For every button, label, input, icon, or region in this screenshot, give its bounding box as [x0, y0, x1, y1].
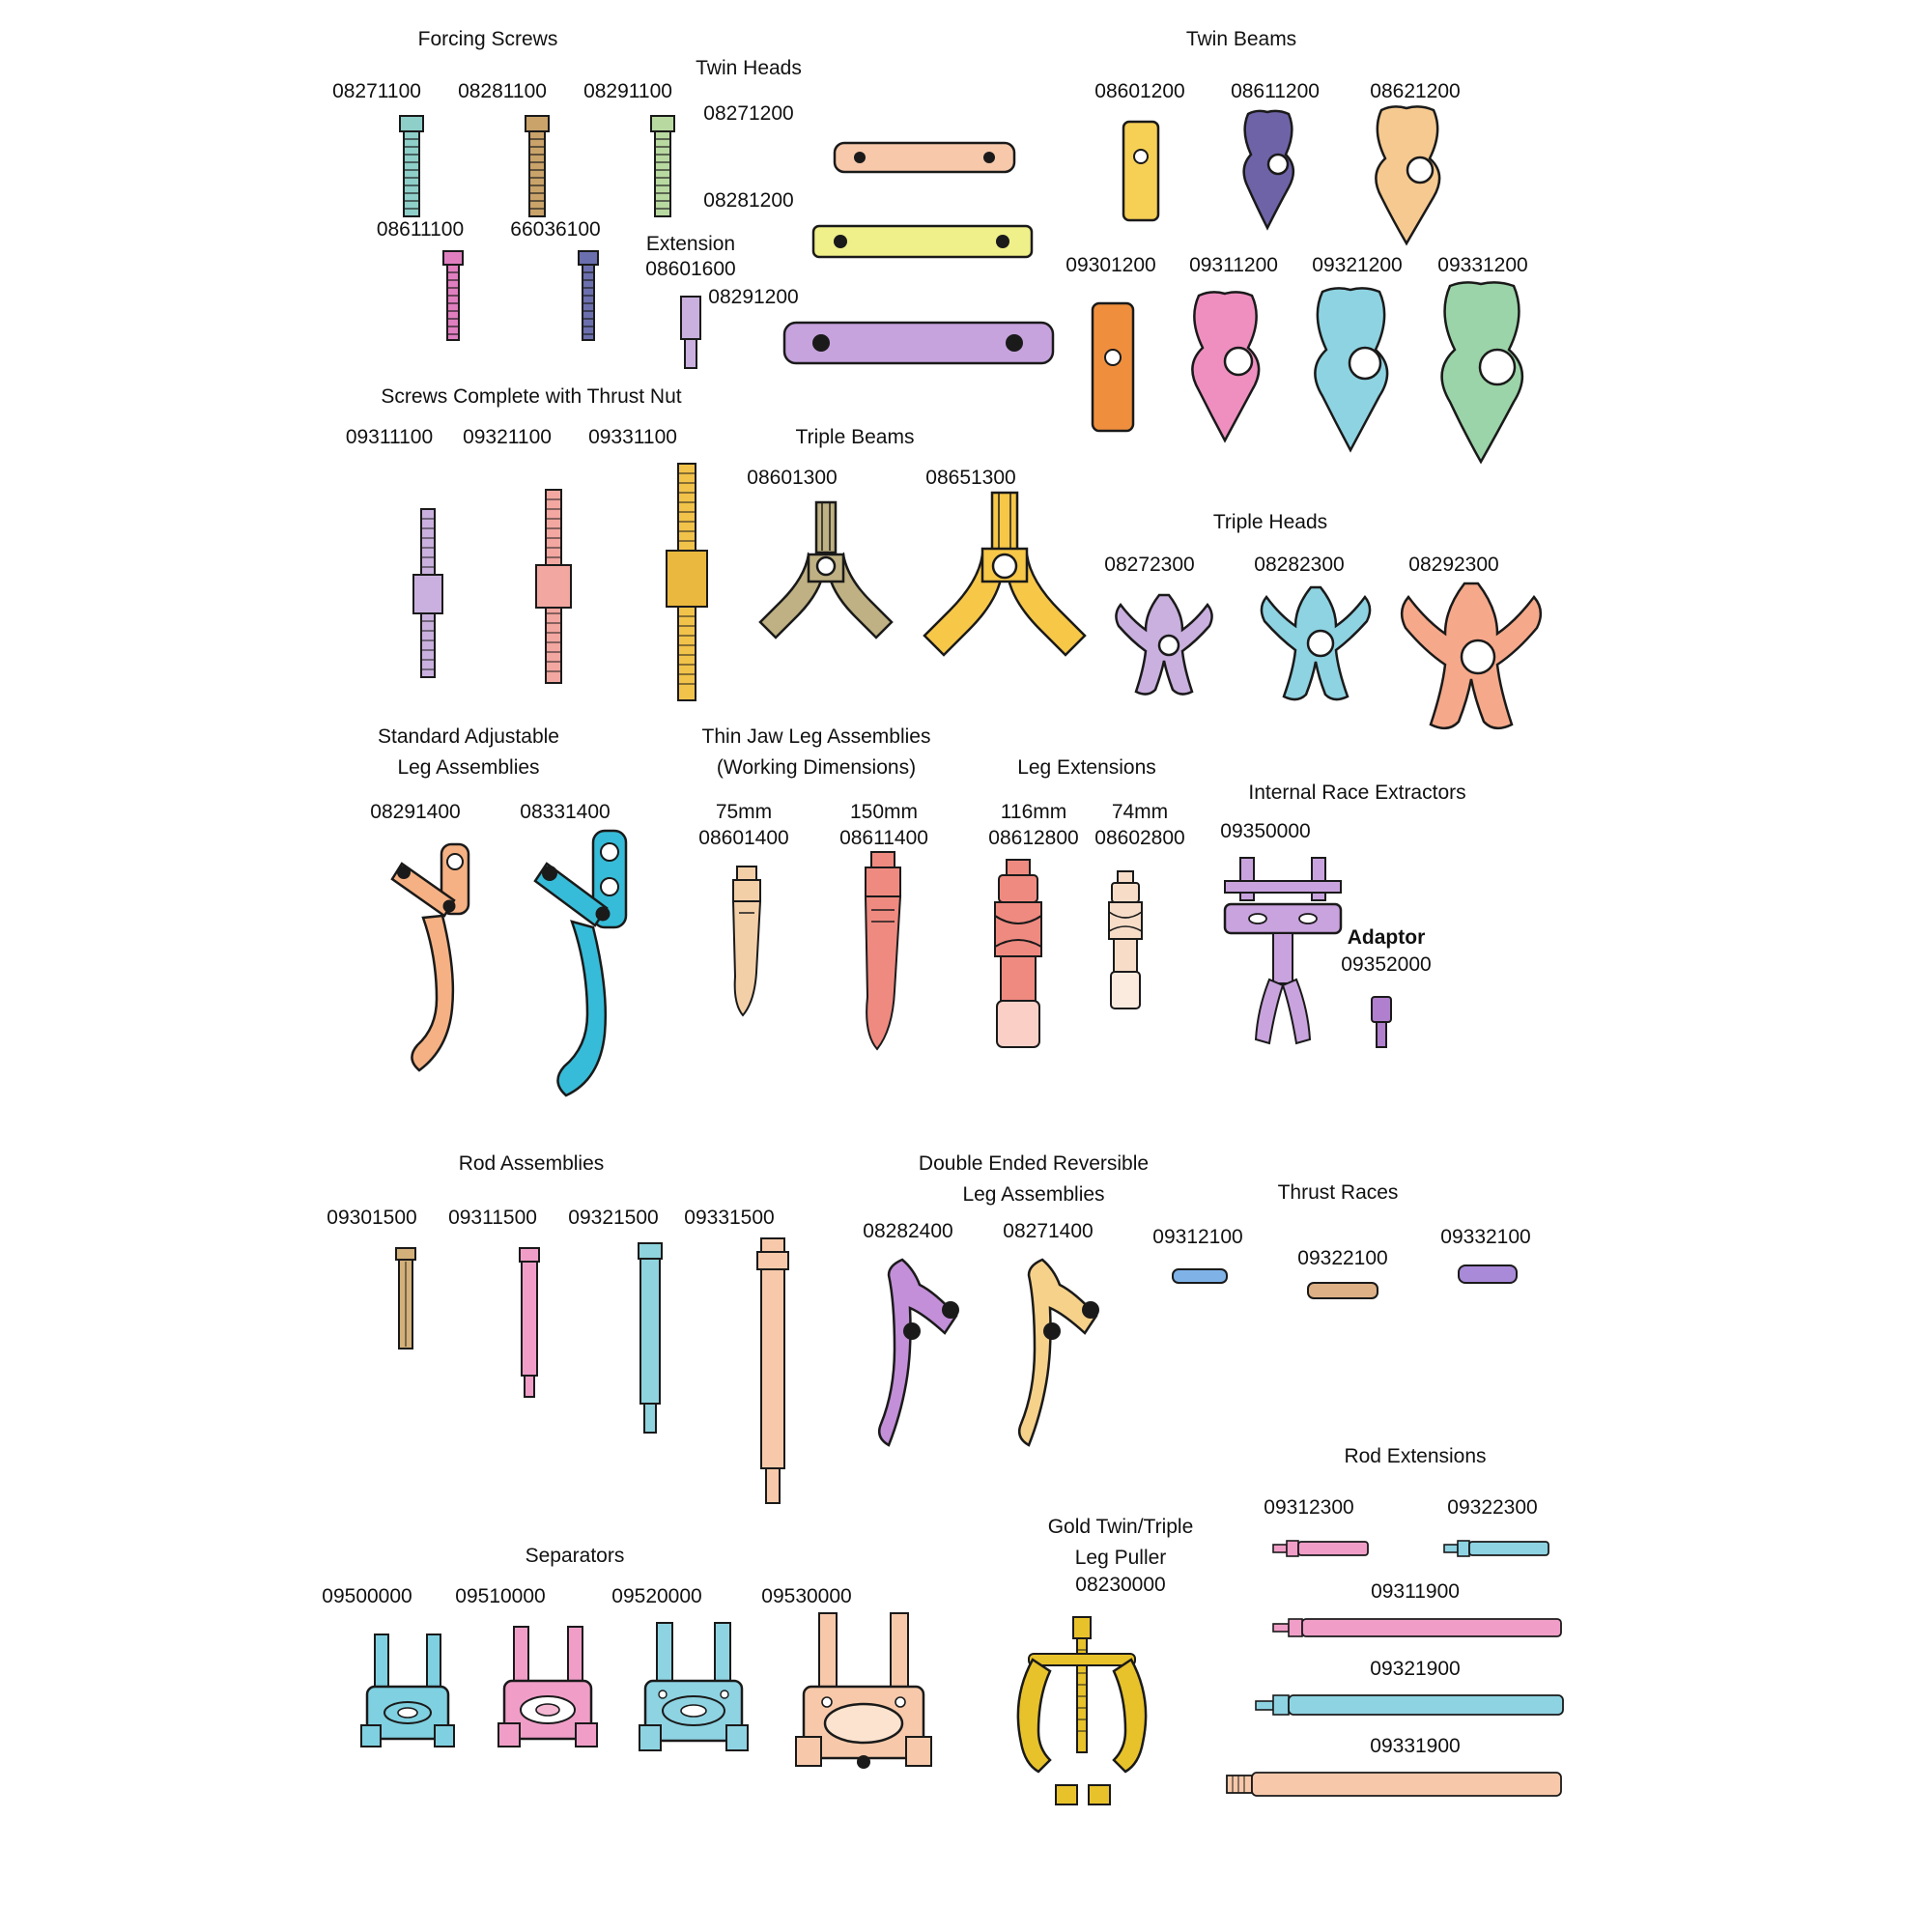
heading-standard-adjustable-2: Leg Assemblies [397, 756, 540, 779]
code-08281100: 08281100 [458, 80, 547, 102]
part-screw-complete-09331100 [657, 462, 715, 703]
part-adaptor-09352000 [1364, 995, 1399, 1051]
part-screw-complete-09311100 [404, 507, 452, 681]
code-09311500: 09311500 [448, 1207, 537, 1229]
part-twin-beam-08611200 [1246, 108, 1310, 232]
code-09322300: 09322300 [1447, 1496, 1538, 1519]
code-09321900: 09321900 [1370, 1658, 1461, 1680]
part-twin-beam-09301200 [1086, 299, 1140, 435]
code-08282400: 08282400 [863, 1220, 953, 1242]
size-116mm: 116mm [1000, 801, 1067, 823]
part-twin-head-08281200 [811, 220, 1034, 263]
code-08601600: 08601600 [645, 258, 736, 280]
code-09331200: 09331200 [1437, 254, 1528, 276]
part-twin-beam-09321200 [1321, 286, 1408, 452]
part-triple-beam-08651300 [913, 491, 1096, 674]
heading-thin-jaw-1: Thin Jaw Leg Assemblies [701, 725, 931, 748]
code-08611400: 08611400 [839, 827, 928, 849]
code-09331500: 09331500 [684, 1207, 775, 1229]
part-triple-head-08272300 [1116, 591, 1222, 697]
code-09322100: 09322100 [1297, 1247, 1388, 1269]
code-09352000: 09352000 [1341, 953, 1432, 976]
code-09312100: 09312100 [1152, 1226, 1243, 1248]
heading-thrust-races: Thrust Races [1277, 1181, 1399, 1204]
heading-separators: Separators [525, 1545, 625, 1567]
code-08230000: 08230000 [1075, 1574, 1166, 1596]
part-rod-extension-09312300 [1273, 1538, 1370, 1559]
heading-triple-beams: Triple Beams [795, 426, 915, 448]
code-08271400: 08271400 [1003, 1220, 1094, 1242]
part-separator-09520000 [636, 1621, 752, 1764]
part-forcing-screw-08611100 [430, 249, 478, 346]
code-09311200: 09311200 [1189, 254, 1278, 276]
code-09321100: 09321100 [463, 426, 552, 448]
part-rod-assembly-09301500 [386, 1246, 425, 1352]
heading-internal-race: Internal Race Extractors [1248, 781, 1466, 804]
code-08331400: 08331400 [520, 801, 611, 823]
part-separator-09530000 [792, 1611, 935, 1785]
part-rod-extension-09321900 [1256, 1692, 1565, 1718]
code-08271200: 08271200 [703, 102, 794, 125]
code-09311900: 09311900 [1371, 1580, 1460, 1603]
part-leg-assembly-08331400 [533, 827, 659, 1097]
part-double-ended-08271400 [1019, 1256, 1125, 1449]
code-08291400: 08291400 [370, 801, 461, 823]
code-09350000: 09350000 [1220, 820, 1311, 842]
code-08281200: 08281200 [703, 189, 794, 212]
code-08601300: 08601300 [747, 467, 838, 489]
part-twin-head-08291200 [782, 317, 1055, 369]
part-thrust-race-09332100 [1457, 1262, 1519, 1287]
part-screw-complete-09321100 [526, 488, 581, 686]
part-rod-extension-09331900 [1227, 1770, 1565, 1799]
heading-triple-heads: Triple Heads [1212, 511, 1328, 533]
part-forcing-screw-08271100 [383, 114, 440, 220]
part-thin-jaw-08601400 [720, 865, 774, 1019]
code-08282300: 08282300 [1254, 554, 1345, 576]
code-08291100: 08291100 [583, 80, 672, 102]
heading-screws-complete: Screws Complete with Thrust Nut [381, 385, 682, 408]
heading-twin-heads: Twin Heads [696, 57, 802, 79]
code-09321500: 09321500 [568, 1207, 659, 1229]
part-rod-assembly-09311500 [510, 1246, 549, 1401]
code-08611100: 08611100 [376, 218, 465, 241]
heading-standard-adjustable-1: Standard Adjustable [378, 725, 559, 748]
code-08291200: 08291200 [708, 286, 799, 308]
part-forcing-screw-08281100 [508, 114, 566, 220]
code-09520000: 09520000 [611, 1585, 702, 1607]
part-rod-assembly-09331500 [749, 1236, 797, 1507]
part-leg-extension-08602800 [1096, 869, 1154, 1014]
code-09331900: 09331900 [1370, 1735, 1461, 1757]
size-150mm: 150mm [849, 801, 919, 823]
heading-double-ended-1: Double Ended Reversible [918, 1152, 1150, 1175]
code-08601200: 08601200 [1094, 80, 1185, 102]
part-twin-beam-08621200 [1381, 104, 1459, 245]
heading-twin-beams: Twin Beams [1185, 28, 1297, 50]
heading-rod-extensions: Rod Extensions [1344, 1445, 1487, 1467]
part-rod-extension-09311900 [1273, 1616, 1563, 1639]
code-08271100: 08271100 [332, 80, 421, 102]
part-internal-race-extractor-09350000 [1215, 854, 1350, 1047]
part-rod-assembly-09321500 [628, 1241, 672, 1435]
part-thrust-race-09312100 [1171, 1265, 1229, 1287]
heading-rod-assemblies: Rod Assemblies [458, 1152, 605, 1175]
heading-forcing-screws: Forcing Screws [417, 28, 558, 50]
part-twin-beam-08601200 [1116, 118, 1166, 224]
part-rod-extension-09322300 [1444, 1538, 1550, 1559]
code-66036100: 66036100 [510, 218, 601, 241]
heading-leg-extensions: Leg Extensions [1017, 756, 1156, 779]
part-twin-beam-09311200 [1198, 290, 1279, 442]
part-gold-leg-puller-08230000 [1000, 1615, 1164, 1808]
code-09331100: 09331100 [588, 426, 677, 448]
part-twin-head-08271200 [833, 137, 1016, 178]
heading-gold-puller-2: Leg Puller [1074, 1547, 1167, 1569]
part-leg-assembly-08291400 [388, 840, 495, 1082]
code-08651300: 08651300 [925, 467, 1016, 489]
code-08602800: 08602800 [1094, 827, 1185, 849]
part-triple-beam-08601300 [749, 500, 903, 655]
code-09301200: 09301200 [1065, 254, 1156, 276]
code-08272300: 08272300 [1104, 554, 1195, 576]
code-09530000: 09530000 [761, 1585, 852, 1607]
code-08621200: 08621200 [1370, 80, 1461, 102]
part-triple-head-08282300 [1261, 583, 1381, 704]
part-twin-beam-09331200 [1449, 280, 1546, 464]
code-08601400: 08601400 [698, 827, 789, 849]
code-09321200: 09321200 [1312, 254, 1403, 276]
code-09500000: 09500000 [322, 1585, 412, 1607]
part-triple-head-08292300 [1401, 580, 1555, 734]
code-08611200: 08611200 [1231, 80, 1320, 102]
code-09311100: 09311100 [345, 426, 434, 448]
code-09510000: 09510000 [455, 1585, 546, 1607]
heading-thin-jaw-2: (Working Dimensions) [716, 756, 917, 779]
part-double-ended-08282400 [879, 1256, 985, 1449]
part-separator-09510000 [495, 1625, 601, 1760]
heading-adaptor: Adaptor [1347, 926, 1426, 949]
part-separator-09500000 [357, 1633, 458, 1758]
size-74mm: 74mm [1111, 801, 1169, 823]
part-leg-extension-08612800 [978, 858, 1059, 1051]
part-thrust-race-09322100 [1306, 1279, 1379, 1302]
code-09301500: 09301500 [327, 1207, 417, 1229]
heading-gold-puller-1: Gold Twin/Triple [1047, 1516, 1194, 1538]
code-08292300: 08292300 [1408, 554, 1499, 576]
heading-double-ended-2: Leg Assemblies [962, 1183, 1105, 1206]
code-09312300: 09312300 [1264, 1496, 1354, 1519]
size-75mm: 75mm [715, 801, 773, 823]
heading-extension: Extension [645, 233, 736, 255]
code-09332100: 09332100 [1440, 1226, 1531, 1248]
part-thin-jaw-08611400 [850, 850, 918, 1053]
code-08612800: 08612800 [988, 827, 1079, 849]
